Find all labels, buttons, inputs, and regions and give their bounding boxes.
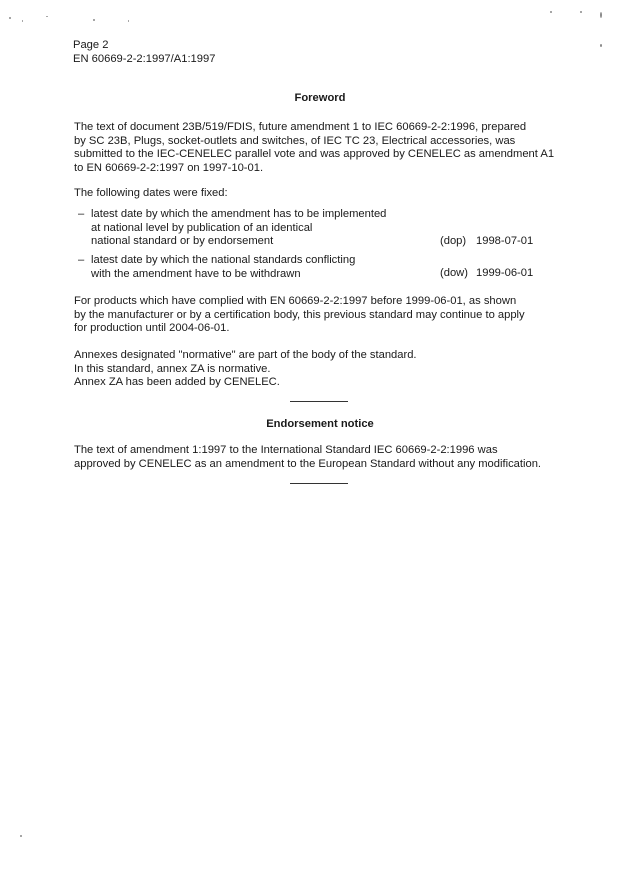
foreword-intro-paragraph <box>74 121 566 175</box>
scan-speck <box>46 16 48 17</box>
date-code: (dow) <box>440 267 468 279</box>
scan-speck <box>600 12 602 18</box>
date-code: (dop) <box>440 235 467 247</box>
date-item-dop <box>78 208 548 250</box>
foreword-heading: Foreword <box>294 92 346 104</box>
endorsement-paragraph <box>74 444 566 471</box>
dates-intro: The following dates were fixed: <box>74 187 228 199</box>
paragraph-line: for production until 2004-06-01. <box>74 322 230 335</box>
section-divider <box>290 483 348 484</box>
paragraph-line: Annexes designated "normative" are part of the body of the standard. <box>74 349 417 361</box>
date-item-line: at national level by publication of an identical <box>91 221 313 234</box>
paragraph-line: by SC 23B, Plugs, socket-outlets and switches, of IEC TC 23, Electrical accessories, was <box>74 134 516 147</box>
paragraph-line: Annex ZA has been added by CENELEC. <box>74 376 280 389</box>
paragraph-line: The text of document 23B/519/FDIS, future amendment 1 to IEC 60669-2-2:1996, prepared <box>74 121 527 133</box>
scan-speck <box>93 19 95 21</box>
date-item-line: latest date by which the national standards conflicting <box>91 254 356 266</box>
endorsement-heading: Endorsement notice <box>266 418 374 430</box>
paragraph-line: to EN 60669-2-2:1997 on 1997-10-01. <box>74 161 264 174</box>
date-item-line: national standard or by endorsement <box>91 235 274 248</box>
scan-speck <box>22 20 23 22</box>
document-reference: EN 60669-2-2:1997/A1:1997 <box>73 53 216 65</box>
date-value: 1998-07-01 <box>476 235 534 247</box>
paragraph-line: by the manufacturer or by a certification body, this previous standard may continue to apply <box>74 308 525 321</box>
scan-speck <box>9 17 11 19</box>
scan-speck <box>550 11 552 13</box>
page-number: Page 2 <box>73 39 109 51</box>
paragraph-line: The text of amendment 1:1997 to the International Standard IEC 60669-2-2:1996 was <box>74 444 498 456</box>
transition-paragraph <box>74 295 566 336</box>
section-divider <box>290 401 348 402</box>
page-header <box>73 38 215 66</box>
date-value: 1999-06-01 <box>476 267 534 279</box>
list-dash: – <box>78 254 85 266</box>
annex-paragraph <box>74 349 566 390</box>
date-item-dow <box>78 254 548 282</box>
scan-speck <box>600 44 602 47</box>
paragraph-line: For products which have complied with EN 60669-2-2:1997 before 1999-06-01, as shown <box>74 295 517 307</box>
scan-speck <box>20 835 22 837</box>
date-item-text <box>91 208 411 249</box>
date-item-line: with the amendment have to be withdrawn <box>91 267 301 280</box>
paragraph-line: approved by CENELEC as an amendment to the European Standard without any modification. <box>74 457 542 470</box>
date-item-text <box>91 254 411 281</box>
paragraph-line: In this standard, annex ZA is normative. <box>74 362 271 375</box>
list-dash: – <box>78 208 85 220</box>
scan-speck <box>580 11 582 13</box>
paragraph-line: submitted to the IEC-CENELEC parallel vote and was approved by CENELEC as amendment A1 <box>74 148 555 161</box>
date-item-line: latest date by which the amendment has to be implemented <box>91 208 387 220</box>
scan-speck <box>128 20 129 22</box>
